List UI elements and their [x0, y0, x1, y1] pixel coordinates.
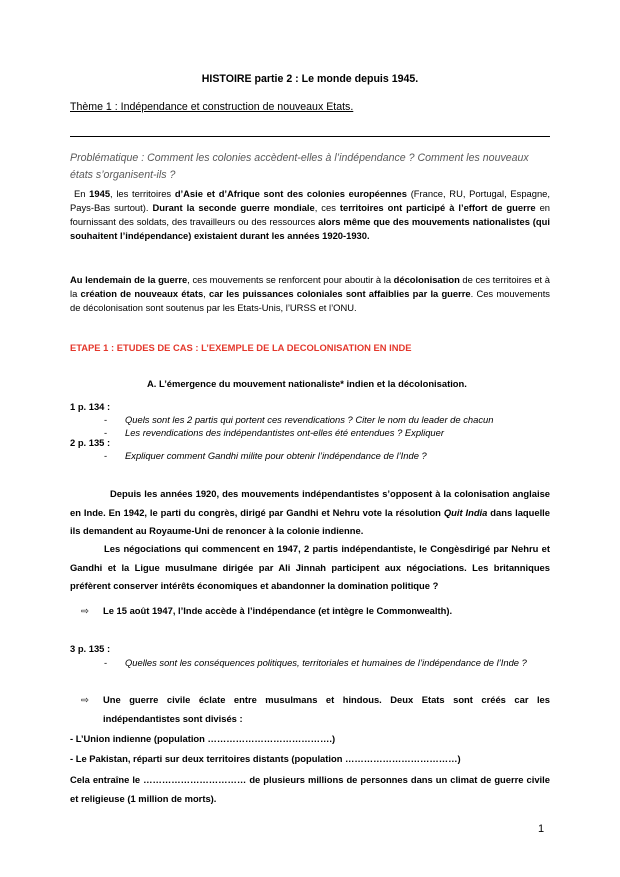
answer-union-indienne: - L’Union indienne (population ………………………………….)	[70, 733, 336, 744]
problematique: Problématique : Comment les colonies accèdent-elles à l’indépendance ? Comment les nouveaux états s’organisent-ils ?	[70, 152, 529, 181]
intro-paragraph-1: En 1945, les territoires d’Asie et d’Afrique sont des colonies européennes (France, RU, Portugal, Espagne, Pays-Bas surtout). Durant la seconde guerre mondiale, ces territoires ont participé à l’effort de guerre en fournissant des soldats, des travailleurs ou des ressources alors même que des mouvements nationalistes (qui souhaitent l’indépendance) existaient durant les années 1920-1930.	[70, 188, 551, 241]
intro-paragraph-2: Au lendemain de la guerre, ces mouvements se renforcent pour aboutir à la décolonisation de ces territoires et à la création de nouveaux états, car les puissances coloniales sont affaiblies par la guerre. Ces mouvements de décolonisation sont soutenus par les Etats-Unis, l’URSS et l’ONU.	[70, 274, 550, 313]
list-item: - Expliquer comment Gandhi milite pour obtenir l’indépendance de l’Inde ?	[101, 449, 556, 462]
list-item: - Quels sont les 2 partis qui portent ces revendications ? Citer le nom du leader de chacun	[101, 413, 556, 426]
arrow-right-icon: ⇨	[81, 605, 89, 616]
body-paragraph-1: Depuis les années 1920, des mouvements indépendantistes s’opposent à la colonisation anglaise en Inde. En 1942, le parti du congrès, dirigé par Gandhi et Nehru vote la résolution Quit India dans laquelle ils demandent au Royaume-Uni de renoncer à la colonie indienne.	[70, 488, 550, 536]
section-a-heading: A. L’émergence du mouvement nationaliste* indien et la décolonisation.	[147, 378, 467, 389]
horizontal-rule	[70, 136, 550, 137]
page-number: 1	[538, 823, 545, 835]
answer-pakistan: - Le Pakistan, réparti sur deux territoires distants (population ………………………………)	[70, 753, 461, 764]
q1-label: 1 p. 134 :	[70, 401, 111, 412]
theme-heading: Thème 1 : Indépendance et construction de nouveaux Etats.	[70, 101, 354, 113]
conclusion-1: ⇨ Le 15 août 1947, l’Inde accède à l’indépendance (et intègre le Commonwealth).	[81, 605, 453, 616]
q2-list	[101, 449, 556, 462]
etape-1-heading: ETAPE 1 : ETUDES DE CAS : L’EXEMPLE DE LA DECOLONISATION EN INDE	[70, 342, 412, 353]
q3-label: 3 p. 135 :	[70, 643, 111, 654]
list-item: - Quelles sont les conséquences politiques, territoriales et humaines de l’indépendance de l’Inde ?	[101, 657, 550, 669]
q3-list	[101, 657, 550, 669]
q2-label: 2 p. 135 :	[70, 437, 111, 448]
answer-consequence: Cela entraîne le …………………………… de plusieurs millions de personnes dans un climat de guerre civile et religieuse (1 million de morts).	[70, 774, 550, 804]
answer-conclusion: ⇨ Une guerre civile éclate entre musulmans et hindous. Deux Etats sont créés car les indépendantistes sont divisés :	[81, 691, 550, 728]
page-title: HISTOIRE partie 2 : Le monde depuis 1945.	[201, 73, 419, 85]
arrow-right-icon: ⇨	[81, 694, 89, 705]
list-item: - Les revendications des indépendantistes ont-elles été entendues ? Expliquer	[101, 426, 556, 439]
body-paragraph-2: Les négociations qui commencent en 1947, 2 partis indépendantiste, le Congèsdirigé par Nehru et Gandhi et la Ligue musulmane dirigée par Ali Jinnah participent aux négociations. Les britanniques préfèrent conserver intérêts économiques et abandonner la domination politique ?	[70, 543, 550, 591]
